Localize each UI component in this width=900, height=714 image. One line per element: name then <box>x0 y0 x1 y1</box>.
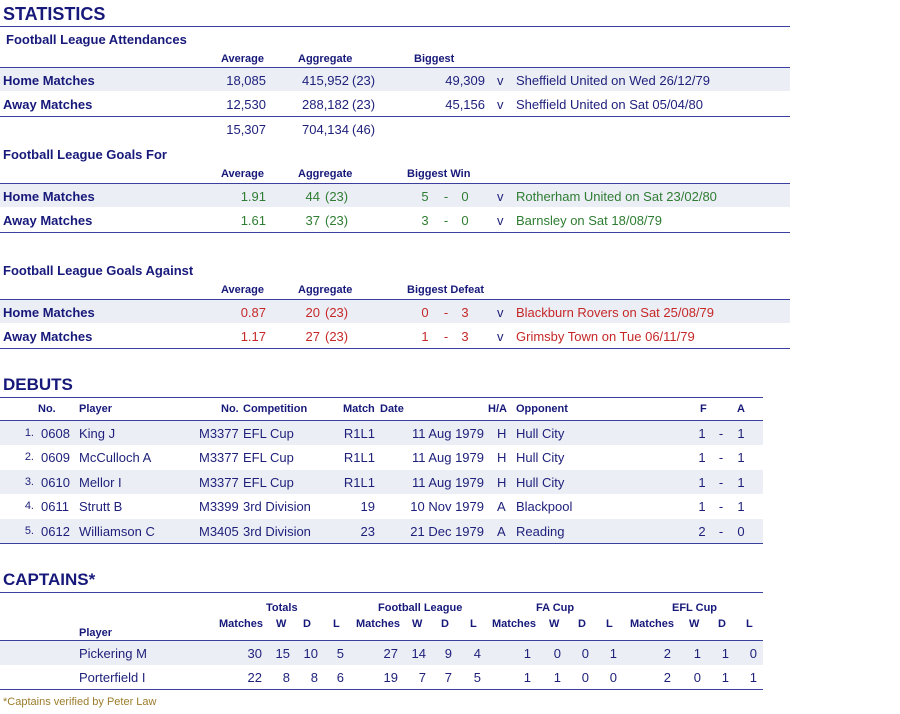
captain-fa-won: 1 <box>553 670 561 685</box>
col-player: Player <box>79 627 113 639</box>
average-value: 0.87 <box>240 305 266 320</box>
score-for: 3 <box>421 213 429 228</box>
score-for: 0 <box>421 305 429 320</box>
debut-goals-against: 1 <box>737 474 745 490</box>
debut-player: Strutt B <box>79 499 123 515</box>
captains-note: *Captains verified by Peter Law <box>3 696 157 708</box>
games-value: (23) <box>352 73 376 88</box>
divider <box>0 26 790 27</box>
captain-t-drawn: 10 <box>303 646 318 661</box>
subhead-matches-league: Matches <box>356 618 401 630</box>
versus-label: v <box>497 305 504 320</box>
debut-date: 21 Dec 1979 <box>410 523 484 539</box>
divider <box>0 397 763 398</box>
match-detail: Sheffield United on Sat 05/04/80 <box>516 97 703 112</box>
debut-match-number: M3405 <box>199 523 239 539</box>
aggregate-value: 20 <box>305 305 320 320</box>
debut-goals-for: 1 <box>698 426 706 441</box>
captain-fa-matches: 1 <box>523 670 531 685</box>
subhead-l-league: L <box>470 618 477 630</box>
debut-match: 19 <box>360 499 375 515</box>
goals-for-title: Football League Goals For <box>3 147 167 162</box>
match-detail: Grimsby Town on Tue 06/11/79 <box>516 329 695 344</box>
col-match: Match <box>343 403 375 415</box>
total-aggregate: 704,134 <box>302 122 349 137</box>
debut-number: 0611 <box>41 499 69 515</box>
divider <box>0 116 790 117</box>
captain-fa-matches: 1 <box>523 646 531 661</box>
captain-efl-matches: 2 <box>663 646 671 661</box>
captain-fl-lost: 5 <box>473 670 481 685</box>
statistics-title: STATISTICS <box>3 4 106 24</box>
match-detail: Rotherham United on Sat 23/02/80 <box>516 189 717 204</box>
debut-goals-against: 0 <box>737 523 745 539</box>
subhead-d-league: D <box>441 618 449 630</box>
score-dash: - <box>443 189 449 204</box>
debuts-title: DEBUTS <box>3 375 73 394</box>
col-a: A <box>737 403 745 415</box>
debut-opponent: Blackpool <box>516 499 573 515</box>
captain-t-matches: 30 <box>247 646 262 661</box>
debut-goals-for: 1 <box>698 450 706 466</box>
subhead-l-efl: L <box>746 618 753 630</box>
debut-score-dash: - <box>718 499 724 515</box>
col-biggest: Biggest <box>414 53 455 65</box>
subhead-w-fa: W <box>549 618 560 630</box>
debut-goals-against: 1 <box>737 426 745 441</box>
captain-efl-drawn: 1 <box>721 646 729 661</box>
versus-label: v <box>497 97 504 112</box>
divider <box>0 348 790 349</box>
average-value: 1.17 <box>240 329 266 344</box>
debut-opponent: Hull City <box>516 426 565 441</box>
score-against: 0 <box>461 213 469 228</box>
captain-fl-won: 7 <box>418 670 426 685</box>
debut-index: 1. <box>24 427 34 439</box>
debut-match-number: M3377 <box>199 450 239 466</box>
captain-fl-matches: 19 <box>383 670 398 685</box>
debut-player: Mellor I <box>79 474 122 490</box>
debut-date: 11 Aug 1979 <box>411 426 484 441</box>
debut-goals-for: 1 <box>698 474 706 490</box>
score-dash: - <box>443 329 449 344</box>
col-aggregate: Aggregate <box>298 168 353 180</box>
group-fa-cup: FA Cup <box>536 602 575 614</box>
debut-goals-for: 1 <box>698 499 706 515</box>
captain-t-drawn: 8 <box>310 670 318 685</box>
aggregate-value: 37 <box>305 213 320 228</box>
row-label: Away Matches <box>3 329 93 344</box>
debut-match: R1L1 <box>343 426 375 441</box>
debut-score-dash: - <box>718 450 724 466</box>
col-average: Average <box>221 284 265 296</box>
debut-opponent: Hull City <box>516 474 565 490</box>
debut-competition: 3rd Division <box>243 523 311 539</box>
versus-label: v <box>497 329 504 344</box>
divider <box>0 689 763 690</box>
captain-fl-drawn: 9 <box>444 646 452 661</box>
captain-efl-drawn: 1 <box>721 670 729 685</box>
captain-fl-drawn: 7 <box>444 670 452 685</box>
divider <box>0 232 790 233</box>
total-games: (46) <box>352 122 376 137</box>
match-detail: Barnsley on Sat 18/08/79 <box>516 213 662 228</box>
col-aggregate: Aggregate <box>298 53 353 65</box>
average-value: 1.61 <box>240 213 266 228</box>
aggregate-value: 44 <box>305 189 320 204</box>
debut-player: Williamson C <box>79 523 155 539</box>
score-against: 3 <box>461 329 469 344</box>
debut-number: 0610 <box>41 474 70 490</box>
col-average: Average <box>221 53 265 65</box>
debut-score-dash: - <box>718 523 724 539</box>
debut-index: 2. <box>24 451 34 464</box>
captain-fa-won: 0 <box>553 646 561 661</box>
debut-match: R1L1 <box>343 474 375 490</box>
debut-index: 3. <box>24 475 34 488</box>
col-biggest-win: Biggest Win <box>407 168 471 180</box>
captain-t-matches: 22 <box>247 670 262 685</box>
subhead-w-totals: W <box>276 618 287 630</box>
debut-competition: 3rd Division <box>243 499 311 515</box>
group-totals: Totals <box>266 602 298 614</box>
captain-t-lost: 6 <box>336 670 344 685</box>
subhead-w-efl: W <box>689 618 700 630</box>
debut-player: King J <box>79 426 116 441</box>
debut-number: 0612 <box>41 523 70 539</box>
debut-opponent: Hull City <box>516 450 565 466</box>
captain-efl-won: 1 <box>693 646 701 661</box>
debut-goals-for: 2 <box>698 523 706 539</box>
debut-match-number: M3377 <box>199 474 239 490</box>
col-competition: Competition <box>243 403 308 415</box>
debut-home-away: A <box>497 499 506 515</box>
col-date: Date <box>380 403 404 415</box>
subhead-l-fa: L <box>606 618 613 630</box>
total-average: 15,307 <box>226 122 266 137</box>
goals-against-title: Football League Goals Against <box>3 263 194 278</box>
versus-label: v <box>497 213 504 228</box>
biggest-value: 45,156 <box>445 97 485 112</box>
score-for: 1 <box>421 329 429 344</box>
subhead-matches-totals: Matches <box>219 618 264 630</box>
debut-competition: EFL Cup <box>243 450 294 466</box>
captain-fa-lost: 0 <box>609 670 617 685</box>
attendance-title: Football League Attendances <box>6 32 187 47</box>
row-label: Away Matches <box>3 213 93 228</box>
divider <box>0 592 763 593</box>
aggregate-value: 27 <box>305 329 320 344</box>
score-dash: - <box>443 305 449 320</box>
captain-fa-drawn: 0 <box>581 646 589 661</box>
games-value: (23) <box>352 97 376 112</box>
match-detail: Sheffield United on Wed 26/12/79 <box>516 73 710 88</box>
games-value: (23) <box>325 329 349 344</box>
debut-home-away: H <box>497 426 507 441</box>
debut-competition: EFL Cup <box>243 474 294 490</box>
row-label: Away Matches <box>3 97 93 112</box>
captain-efl-lost: 0 <box>749 646 757 661</box>
debut-player: McCulloch A <box>79 450 152 466</box>
average-value: 12,530 <box>226 97 266 112</box>
subhead-d-efl: D <box>718 618 726 630</box>
subhead-w-league: W <box>412 618 423 630</box>
captains-title: CAPTAINS* <box>3 570 96 589</box>
col-aggregate: Aggregate <box>298 284 353 296</box>
versus-label: v <box>497 189 504 204</box>
col-f: F <box>700 403 707 415</box>
biggest-value: 49,309 <box>445 73 485 88</box>
captain-efl-won: 0 <box>693 670 701 685</box>
debut-score-dash: - <box>718 426 724 441</box>
score-against: 3 <box>461 305 469 320</box>
subhead-l-totals: L <box>333 618 340 630</box>
captain-fa-lost: 1 <box>609 646 617 661</box>
debut-competition: EFL Cup <box>243 426 294 441</box>
row-label: Home Matches <box>3 189 95 204</box>
captain-t-won: 8 <box>282 670 290 685</box>
debut-index: 4. <box>24 500 34 513</box>
debut-goals-against: 1 <box>737 450 745 466</box>
debut-goals-against: 1 <box>737 499 745 515</box>
captain-efl-matches: 2 <box>663 670 671 685</box>
group-football-league: Football League <box>378 602 463 614</box>
subhead-d-totals: D <box>303 618 311 630</box>
debut-index: 5. <box>24 524 34 537</box>
col-player: Player <box>79 403 113 415</box>
debut-match-number: M3377 <box>199 426 239 441</box>
average-value: 18,085 <box>226 73 266 88</box>
group-efl-cup: EFL Cup <box>672 602 718 614</box>
debut-match: R1L1 <box>343 450 375 466</box>
subhead-d-fa: D <box>578 618 586 630</box>
captain-fl-won: 14 <box>411 646 426 661</box>
col-ha: H/A <box>488 403 507 415</box>
col-match-no: No. <box>221 403 239 415</box>
score-dash: - <box>443 213 449 228</box>
captain-fl-matches: 27 <box>383 646 398 661</box>
row-label: Home Matches <box>3 73 95 88</box>
games-value: (23) <box>325 305 349 320</box>
col-biggest-defeat: Biggest Defeat <box>407 284 485 296</box>
divider <box>0 543 763 544</box>
versus-label: v <box>497 73 504 88</box>
debut-home-away: A <box>497 523 506 539</box>
aggregate-value: 288,182 <box>302 97 349 112</box>
subhead-matches-fa: Matches <box>492 618 537 630</box>
debut-number: 0609 <box>41 450 70 466</box>
debut-number: 0608 <box>41 426 70 441</box>
debut-match-number: M3399 <box>199 499 239 515</box>
captain-fl-lost: 4 <box>473 646 481 661</box>
debut-opponent: Reading <box>516 523 565 539</box>
debut-date: 10 Nov 1979 <box>410 499 484 515</box>
captain-player: Porterfield I <box>79 670 146 685</box>
match-detail: Blackburn Rovers on Sat 25/08/79 <box>516 305 715 320</box>
captain-fa-drawn: 0 <box>581 670 589 685</box>
captain-player: Pickering M <box>79 646 147 661</box>
debut-home-away: H <box>497 474 507 490</box>
captain-t-won: 15 <box>275 646 290 661</box>
row-label: Home Matches <box>3 305 95 320</box>
score-for: 5 <box>421 189 429 204</box>
debut-date: 11 Aug 1979 <box>411 474 484 490</box>
col-average: Average <box>221 168 265 180</box>
aggregate-value: 415,952 <box>302 73 349 88</box>
average-value: 1.91 <box>240 189 266 204</box>
debut-match: 23 <box>360 523 375 539</box>
debut-home-away: H <box>497 450 507 466</box>
subhead-matches-efl: Matches <box>630 618 675 630</box>
captain-t-lost: 5 <box>336 646 344 661</box>
score-against: 0 <box>461 189 469 204</box>
debut-date: 11 Aug 1979 <box>411 450 484 466</box>
col-opponent: Opponent <box>516 403 568 415</box>
games-value: (23) <box>325 213 349 228</box>
col-debut-no: No. <box>38 403 56 415</box>
captain-efl-lost: 1 <box>749 670 757 685</box>
debut-score-dash: - <box>718 474 724 490</box>
games-value: (23) <box>325 189 349 204</box>
